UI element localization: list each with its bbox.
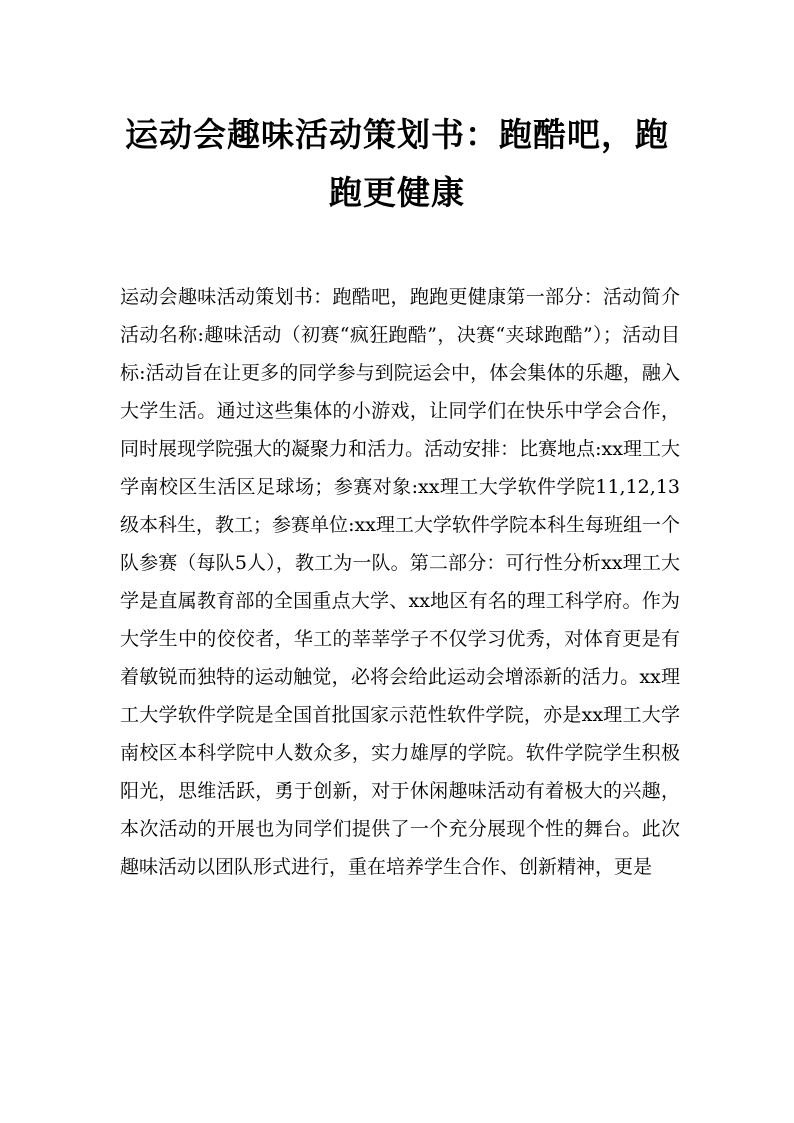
document-title: 运动会趣味活动策划书：跑酷吧，跑跑更健康	[125, 115, 669, 212]
document-body-paragraph: 运动会趣味活动策划书：跑酷吧，跑跑更健康第一部分：活动简介活动名称:趣味活动（初赛“疯狂跑酷”，决赛“夹球跑酷”）；活动目标:活动旨在让更多的同学参与到院运会中，体会集体的乐趣，融入大学生活。通过这些集体的小游戏，让同学们在快乐中学会合作，同时展现学院强大的凝聚力和活力。活动安排：比赛地点:xx理工大学南校区生活区足球场；参赛对象:xx理工大学软件学院11,12,13级本科生，教工；参赛单位:xx理工大学软件学院本科生每班组一个队参赛（每队5人），教工为一队。第二部分：可行性分析xx理工大学是直属教育部的全国重点大学、xx地区有名的理工科学府。作为大学生中的佼佼者，华工的莘莘学子不仅学习优秀，对体育更是有着敏锐而独特的运动触觉，必将会给此运动会增添新的活力。xx理工大学软件学院是全国首批国家示范性软件学院，亦是xx理工大学南校区本科学院中人数众多，实力雄厚的学院。软件学院学生积极阳光，思维活跃，勇于创新，对于休闲趣味活动有着极大的兴趣，本次活动的开展也为同学们提供了一个充分展现个性的舞台。此次趣味活动以团队形式进行，重在培养学生合作、创新精神，更是	[120, 286, 680, 878]
